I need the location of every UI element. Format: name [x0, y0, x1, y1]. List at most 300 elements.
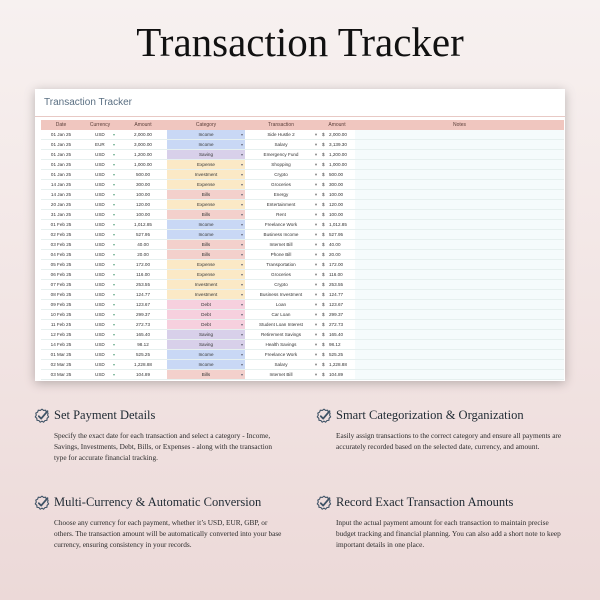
category-value: Income	[198, 222, 214, 227]
dropdown-arrow-icon[interactable]: ▾	[240, 282, 243, 287]
currency-symbol: $	[322, 372, 325, 377]
dropdown-arrow-icon[interactable]: ▾	[112, 322, 115, 327]
dropdown-arrow-icon[interactable]: ▾	[240, 352, 243, 357]
date-cell[interactable]: 03 Feb 25	[50, 242, 72, 247]
checkmark-badge-icon	[316, 495, 332, 511]
converted-amount-cell	[319, 260, 355, 269]
notes-cell[interactable]	[355, 240, 564, 249]
amount-cell[interactable]: 172.00	[135, 262, 151, 267]
transaction-cell[interactable]: Health Savings	[265, 342, 297, 347]
column-header-category[interactable]: Category	[195, 122, 217, 128]
date-cell[interactable]: 05 Feb 25	[50, 262, 72, 267]
transaction-cell[interactable]: Groceries	[271, 182, 291, 187]
feature-description: Specify the exact date for each transaction and select a category - Income, Savings, Investments, Debt, Bills, or Expenses - along with the transaction type for accurate financial tracking.	[54, 431, 273, 462]
currency-value: USD	[95, 252, 105, 257]
notes-cell[interactable]	[355, 210, 564, 219]
category-select[interactable]	[167, 180, 245, 189]
dropdown-arrow-icon[interactable]: ▾	[240, 232, 243, 237]
currency-select[interactable]	[81, 250, 119, 259]
dropdown-arrow-icon[interactable]: ▾	[112, 242, 115, 247]
amount-cell[interactable]: 104.89	[135, 372, 151, 377]
dropdown-arrow-icon[interactable]: ▾	[240, 192, 243, 197]
dropdown-arrow-icon[interactable]: ▾	[314, 132, 318, 137]
dropdown-arrow-icon[interactable]: ▾	[240, 292, 243, 297]
dropdown-arrow-icon[interactable]: ▾	[240, 182, 243, 187]
category-select[interactable]	[167, 270, 245, 279]
date-cell[interactable]: 09 Feb 25	[50, 302, 72, 307]
dropdown-arrow-icon[interactable]: ▾	[314, 172, 318, 177]
feature-title: Set Payment Details	[54, 408, 156, 422]
amount-cell[interactable]: 527.95	[135, 232, 151, 237]
notes-cell[interactable]	[355, 160, 564, 169]
notes-cell[interactable]	[355, 350, 564, 359]
transaction-cell[interactable]: Car Loan	[271, 312, 291, 317]
transaction-cell[interactable]: Business Income	[263, 232, 299, 237]
date-cell[interactable]: 01 Jan 25	[50, 172, 72, 177]
date-cell[interactable]: 12 Feb 25	[50, 332, 72, 337]
category-select[interactable]	[167, 340, 245, 349]
currency-symbol: $	[322, 352, 325, 357]
notes-cell[interactable]	[355, 170, 564, 179]
category-select[interactable]	[167, 230, 245, 239]
dropdown-arrow-icon[interactable]: ▾	[314, 142, 318, 147]
currency-select[interactable]	[81, 160, 119, 169]
category-select[interactable]	[167, 300, 245, 309]
currency-value: USD	[95, 362, 105, 367]
transaction-cell[interactable]: Business Investment	[259, 292, 303, 297]
column-header-notes[interactable]: Notes	[355, 120, 564, 130]
transaction-cell[interactable]: Internet Bill	[269, 242, 293, 247]
dropdown-arrow-icon[interactable]: ▾	[314, 232, 318, 237]
transaction-cell[interactable]: Shopping	[271, 162, 291, 167]
currency-select[interactable]	[81, 300, 119, 309]
transaction-cell[interactable]: Freelance Work	[264, 222, 298, 227]
dropdown-arrow-icon[interactable]: ▾	[314, 322, 318, 327]
category-select[interactable]	[167, 330, 245, 339]
converted-amount-cell	[319, 280, 355, 289]
dropdown-arrow-icon[interactable]: ▾	[314, 272, 318, 277]
converted-amount-cell	[319, 370, 355, 379]
date-cell[interactable]: 02 Mar 25	[50, 362, 72, 367]
currency-select[interactable]	[81, 370, 119, 379]
date-cell[interactable]: 01 Jan 25	[50, 162, 72, 167]
amount-cell[interactable]: 1,012.85	[134, 222, 152, 227]
date-cell[interactable]: 14 Jan 25	[50, 182, 72, 187]
dropdown-arrow-icon[interactable]: ▾	[240, 242, 243, 247]
dropdown-arrow-icon[interactable]: ▾	[314, 242, 318, 247]
notes-cell[interactable]	[355, 280, 564, 289]
currency-select[interactable]	[81, 200, 119, 209]
feature-description: Choose any currency for each payment, whether it’s USD, EUR, GBP, or others. The transaction amount will be automatically converted into your base currency, ensuring consistency in your records.	[54, 518, 282, 549]
dropdown-arrow-icon[interactable]: ▾	[240, 252, 243, 257]
amount-cell[interactable]: 100.00	[135, 212, 151, 217]
notes-cell[interactable]	[355, 370, 564, 379]
dropdown-arrow-icon[interactable]: ▾	[314, 162, 318, 167]
amount-cell[interactable]: 98.12	[137, 342, 149, 347]
table-row	[41, 310, 564, 320]
notes-cell[interactable]	[355, 270, 564, 279]
category-select[interactable]	[167, 350, 245, 359]
transaction-cell[interactable]: Freelance Work	[264, 352, 298, 357]
currency-select[interactable]	[81, 310, 119, 319]
notes-cell[interactable]	[355, 190, 564, 199]
amount-cell[interactable]: 123.67	[135, 302, 151, 307]
transaction-cell[interactable]: Emergency Fund	[263, 152, 299, 157]
notes-cell[interactable]	[355, 200, 564, 209]
transaction-cell[interactable]: Side Hustle 2	[267, 132, 295, 137]
amount-cell[interactable]: 525.25	[135, 352, 151, 357]
amount-cell[interactable]: 40.00	[137, 242, 149, 247]
currency-value: USD	[95, 322, 105, 327]
currency-symbol: $	[322, 252, 325, 257]
date-cell[interactable]: 08 Feb 25	[50, 292, 72, 297]
currency-value: USD	[95, 192, 105, 197]
amount-cell[interactable]: 1,200.00	[134, 152, 152, 157]
converted-amount-value: 1,200.00	[329, 152, 347, 157]
dropdown-arrow-icon[interactable]: ▾	[240, 152, 243, 157]
category-value: Investment	[194, 172, 218, 177]
dropdown-arrow-icon[interactable]: ▾	[112, 342, 115, 347]
category-select[interactable]	[167, 320, 245, 329]
column-header-date[interactable]: Date	[55, 122, 67, 128]
amount-cell[interactable]: 20.00	[137, 252, 149, 257]
transaction-cell[interactable]: Transportation	[266, 262, 296, 267]
dropdown-arrow-icon[interactable]: ▾	[314, 262, 318, 267]
category-value: Investment	[194, 282, 218, 287]
date-cell[interactable]: 03 Mar 25	[50, 372, 72, 377]
currency-select[interactable]	[81, 350, 119, 359]
currency-value: USD	[95, 172, 105, 177]
notes-cell[interactable]	[355, 320, 564, 329]
date-cell[interactable]: 14 Jan 25	[50, 192, 72, 197]
table-row	[41, 190, 564, 200]
dropdown-arrow-icon[interactable]: ▾	[112, 282, 115, 287]
converted-amount-value: 104.89	[329, 372, 344, 377]
dropdown-arrow-icon[interactable]: ▾	[314, 282, 318, 287]
transaction-cell[interactable]: Crypto	[274, 172, 288, 177]
dropdown-arrow-icon[interactable]: ▾	[112, 152, 115, 157]
transaction-cell[interactable]: Salary	[274, 362, 288, 367]
dropdown-arrow-icon[interactable]: ▾	[112, 202, 115, 207]
dropdown-arrow-icon[interactable]: ▾	[314, 202, 318, 207]
dropdown-arrow-icon[interactable]: ▾	[112, 232, 115, 237]
amount-cell[interactable]: 116.00	[136, 272, 150, 277]
notes-cell[interactable]	[355, 310, 564, 319]
dropdown-arrow-icon[interactable]: ▾	[240, 272, 243, 277]
sheet-title: Transaction Tracker	[44, 97, 132, 108]
dropdown-arrow-icon[interactable]: ▾	[112, 252, 115, 257]
dropdown-arrow-icon[interactable]: ▾	[240, 312, 243, 317]
dropdown-arrow-icon[interactable]: ▾	[112, 272, 115, 277]
category-select[interactable]	[167, 290, 245, 299]
dropdown-arrow-icon[interactable]: ▾	[240, 362, 243, 367]
date-cell[interactable]: 01 Mar 25	[50, 352, 72, 357]
transaction-cell[interactable]: Phone Bill	[270, 252, 292, 257]
category-select[interactable]	[167, 160, 245, 169]
category-value: Income	[198, 132, 214, 137]
category-value: Debt	[201, 322, 211, 327]
dropdown-arrow-icon[interactable]: ▾	[314, 342, 318, 347]
dropdown-arrow-icon[interactable]: ▾	[240, 162, 243, 167]
dropdown-arrow-icon[interactable]: ▾	[314, 152, 318, 157]
dropdown-arrow-icon[interactable]: ▾	[112, 302, 115, 307]
date-cell[interactable]: 01 Feb 25	[50, 222, 72, 227]
amount-cell[interactable]: 3,000.00	[134, 142, 152, 147]
dropdown-arrow-icon[interactable]: ▾	[314, 252, 318, 257]
currency-symbol: $	[322, 272, 325, 277]
converted-amount-cell	[319, 160, 355, 169]
currency-symbol: $	[322, 302, 325, 307]
currency-symbol: $	[322, 362, 325, 367]
column-header-converted-amount[interactable]: Amount	[328, 122, 346, 128]
dropdown-arrow-icon[interactable]: ▾	[314, 212, 318, 217]
category-select[interactable]	[167, 210, 245, 219]
date-cell[interactable]: 01 Jan 25	[50, 132, 72, 137]
category-select[interactable]	[167, 140, 245, 149]
transaction-cell[interactable]: Loan	[275, 302, 287, 307]
transaction-cell[interactable]: Crypto	[274, 282, 288, 287]
dropdown-arrow-icon[interactable]: ▾	[112, 352, 115, 357]
amount-cell[interactable]: 124.77	[135, 292, 151, 297]
currency-symbol: $	[322, 152, 325, 157]
dropdown-arrow-icon[interactable]: ▾	[240, 202, 243, 207]
category-select[interactable]	[167, 280, 245, 289]
amount-cell[interactable]: 500.00	[135, 172, 151, 177]
category-value: Debt	[201, 302, 211, 307]
dropdown-arrow-icon[interactable]: ▾	[112, 192, 115, 197]
category-select[interactable]	[167, 200, 245, 209]
date-cell[interactable]: 31 Jan 25	[50, 212, 72, 217]
dropdown-arrow-icon[interactable]: ▾	[112, 222, 115, 227]
transaction-cell[interactable]: Student Loan Interest	[259, 322, 303, 327]
amount-cell[interactable]: 100.00	[135, 192, 151, 197]
date-cell[interactable]: 01 Jan 25	[50, 152, 72, 157]
amount-cell[interactable]: 1,000.00	[134, 162, 152, 167]
dropdown-arrow-icon[interactable]: ▾	[314, 192, 318, 197]
dropdown-arrow-icon[interactable]: ▾	[112, 162, 115, 167]
category-select[interactable]	[167, 190, 245, 199]
notes-cell[interactable]	[355, 180, 564, 189]
converted-amount-value: 1,012.85	[329, 222, 347, 227]
transaction-cell[interactable]: Retirement Savings	[260, 332, 302, 337]
currency-select[interactable]	[81, 190, 119, 199]
category-select[interactable]	[167, 370, 245, 379]
dropdown-arrow-icon[interactable]: ▾	[240, 322, 243, 327]
converted-amount-value: 1,000.00	[329, 162, 347, 167]
dropdown-arrow-icon[interactable]: ▾	[240, 332, 243, 337]
category-value: Bills	[201, 212, 211, 217]
currency-select[interactable]	[81, 170, 119, 179]
currency-value: USD	[95, 212, 105, 217]
converted-amount-value: 98.12	[329, 342, 341, 347]
dropdown-arrow-icon[interactable]: ▾	[314, 302, 318, 307]
currency-select[interactable]	[81, 140, 119, 149]
dropdown-arrow-icon[interactable]: ▾	[112, 372, 115, 377]
dropdown-arrow-icon[interactable]: ▾	[240, 372, 243, 377]
notes-cell[interactable]	[355, 360, 564, 369]
category-select[interactable]	[167, 250, 245, 259]
dropdown-arrow-icon[interactable]: ▾	[240, 302, 243, 307]
dropdown-arrow-icon[interactable]: ▾	[314, 182, 318, 187]
table-row	[41, 360, 564, 370]
table-row	[41, 200, 564, 210]
amount-cell[interactable]: 1,228.88	[134, 362, 152, 367]
table-row	[41, 350, 564, 360]
currency-select[interactable]	[81, 290, 119, 299]
category-select[interactable]	[167, 240, 245, 249]
dropdown-arrow-icon[interactable]: ▾	[240, 172, 243, 177]
dropdown-arrow-icon[interactable]: ▾	[112, 362, 115, 367]
category-select[interactable]	[167, 220, 245, 229]
notes-cell[interactable]	[355, 220, 564, 229]
amount-cell[interactable]: 300.00	[135, 182, 151, 187]
date-cell[interactable]: 14 Feb 25	[50, 342, 72, 347]
dropdown-arrow-icon[interactable]: ▾	[314, 352, 318, 357]
table-row	[41, 180, 564, 190]
notes-cell[interactable]	[355, 260, 564, 269]
transaction-cell[interactable]: Energy	[273, 192, 289, 197]
converted-amount-cell	[319, 350, 355, 359]
dropdown-arrow-icon[interactable]: ▾	[314, 222, 318, 227]
converted-amount-cell	[319, 170, 355, 179]
category-select[interactable]	[167, 170, 245, 179]
dropdown-arrow-icon[interactable]: ▾	[112, 212, 115, 217]
date-cell[interactable]: 07 Feb 25	[50, 282, 72, 287]
notes-cell[interactable]	[355, 140, 564, 149]
transaction-cell[interactable]: Salary	[274, 142, 288, 147]
converted-amount-value: 299.37	[329, 312, 344, 317]
notes-cell[interactable]	[355, 230, 564, 239]
date-cell[interactable]: 04 Feb 25	[50, 252, 72, 257]
table-row	[41, 170, 564, 180]
column-header-transaction[interactable]: Transaction	[268, 122, 294, 128]
table-row	[41, 270, 564, 280]
table-row	[41, 290, 564, 300]
currency-symbol: $	[322, 242, 325, 247]
amount-cell[interactable]: 272.73	[135, 322, 151, 327]
transaction-cell[interactable]: Entertainment	[266, 202, 296, 207]
feature-title: Record Exact Transaction Amounts	[336, 495, 514, 509]
currency-symbol: $	[322, 262, 325, 267]
column-header-currency[interactable]: Currency	[89, 122, 111, 128]
currency-symbol: $	[322, 182, 325, 187]
category-value: Investment	[194, 292, 218, 297]
notes-cell[interactable]	[355, 290, 564, 299]
category-select[interactable]	[167, 260, 245, 269]
currency-symbol: $	[322, 342, 325, 347]
converted-amount-cell	[319, 130, 355, 139]
category-value: Income	[198, 362, 214, 367]
currency-select[interactable]	[81, 270, 119, 279]
category-select[interactable]	[167, 310, 245, 319]
notes-cell[interactable]	[355, 330, 564, 339]
dropdown-arrow-icon[interactable]: ▾	[314, 312, 318, 317]
converted-amount-value: 165.40	[329, 332, 344, 337]
category-select[interactable]	[167, 150, 245, 159]
converted-amount-value: 116.00	[329, 272, 343, 277]
dropdown-arrow-icon[interactable]: ▾	[240, 262, 243, 267]
dropdown-arrow-icon[interactable]: ▾	[112, 292, 115, 297]
transaction-cell[interactable]: Internet Bill	[269, 372, 293, 377]
date-cell[interactable]: 02 Feb 25	[50, 232, 72, 237]
amount-cell[interactable]: 2,000.00	[134, 132, 152, 137]
checkmark-badge-icon	[34, 495, 50, 511]
date-cell[interactable]: 01 Jan 25	[50, 142, 72, 147]
checkmark-badge-icon	[316, 408, 332, 424]
dropdown-arrow-icon[interactable]: ▾	[112, 172, 115, 177]
currency-value: USD	[95, 332, 105, 337]
currency-select[interactable]	[81, 210, 119, 219]
date-cell[interactable]: 06 Feb 25	[50, 272, 72, 277]
currency-select[interactable]	[81, 240, 119, 249]
dropdown-arrow-icon[interactable]: ▾	[314, 372, 318, 377]
currency-select[interactable]	[81, 260, 119, 269]
dropdown-arrow-icon[interactable]: ▾	[112, 142, 115, 147]
notes-cell[interactable]	[355, 250, 564, 259]
column-header-amount[interactable]: Amount	[134, 122, 152, 128]
amount-cell[interactable]: 165.40	[135, 332, 151, 337]
currency-select[interactable]	[81, 340, 119, 349]
currency-value: USD	[95, 242, 105, 247]
currency-symbol: $	[322, 172, 325, 177]
currency-value: USD	[95, 232, 105, 237]
currency-select[interactable]	[81, 330, 119, 339]
dropdown-arrow-icon[interactable]: ▾	[112, 262, 115, 267]
dropdown-arrow-icon[interactable]: ▾	[112, 182, 115, 187]
feature-title: Multi-Currency & Automatic Conversion	[54, 495, 262, 509]
dropdown-arrow-icon[interactable]: ▾	[314, 362, 318, 367]
currency-symbol: $	[322, 142, 325, 147]
date-cell[interactable]: 10 Feb 25	[50, 312, 72, 317]
category-select[interactable]	[167, 360, 245, 369]
currency-select[interactable]	[81, 320, 119, 329]
amount-cell[interactable]: 120.00	[135, 202, 151, 207]
dropdown-arrow-icon[interactable]: ▾	[240, 132, 243, 137]
table-row	[41, 220, 564, 230]
category-select[interactable]	[167, 130, 245, 139]
currency-select[interactable]	[81, 180, 119, 189]
transaction-cell[interactable]: Rent	[276, 212, 286, 217]
dropdown-arrow-icon[interactable]: ▾	[240, 222, 243, 227]
currency-symbol: $	[322, 192, 325, 197]
date-cell[interactable]: 20 Jan 25	[50, 202, 72, 207]
dropdown-arrow-icon[interactable]: ▾	[112, 312, 115, 317]
currency-select[interactable]	[81, 280, 119, 289]
dropdown-arrow-icon[interactable]: ▾	[240, 342, 243, 347]
converted-amount-cell	[319, 250, 355, 259]
dropdown-arrow-icon[interactable]: ▾	[314, 292, 318, 297]
notes-cell[interactable]	[355, 130, 564, 139]
currency-select[interactable]	[81, 150, 119, 159]
transaction-cell[interactable]: Groceries	[271, 272, 291, 277]
notes-cell[interactable]	[355, 340, 564, 349]
notes-cell[interactable]	[355, 300, 564, 309]
converted-amount-cell	[319, 360, 355, 369]
dropdown-arrow-icon[interactable]: ▾	[314, 332, 318, 337]
amount-cell[interactable]: 299.37	[135, 312, 151, 317]
dropdown-arrow-icon[interactable]: ▾	[240, 212, 243, 217]
dropdown-arrow-icon[interactable]: ▾	[112, 332, 115, 337]
amount-cell[interactable]: 253.55	[135, 282, 151, 287]
currency-select[interactable]	[81, 220, 119, 229]
dropdown-arrow-icon[interactable]: ▾	[112, 132, 115, 137]
date-cell[interactable]: 11 Feb 25	[50, 322, 72, 327]
currency-select[interactable]	[81, 230, 119, 239]
dropdown-arrow-icon[interactable]: ▾	[240, 142, 243, 147]
currency-select[interactable]	[81, 130, 119, 139]
currency-select[interactable]	[81, 360, 119, 369]
notes-cell[interactable]	[355, 150, 564, 159]
